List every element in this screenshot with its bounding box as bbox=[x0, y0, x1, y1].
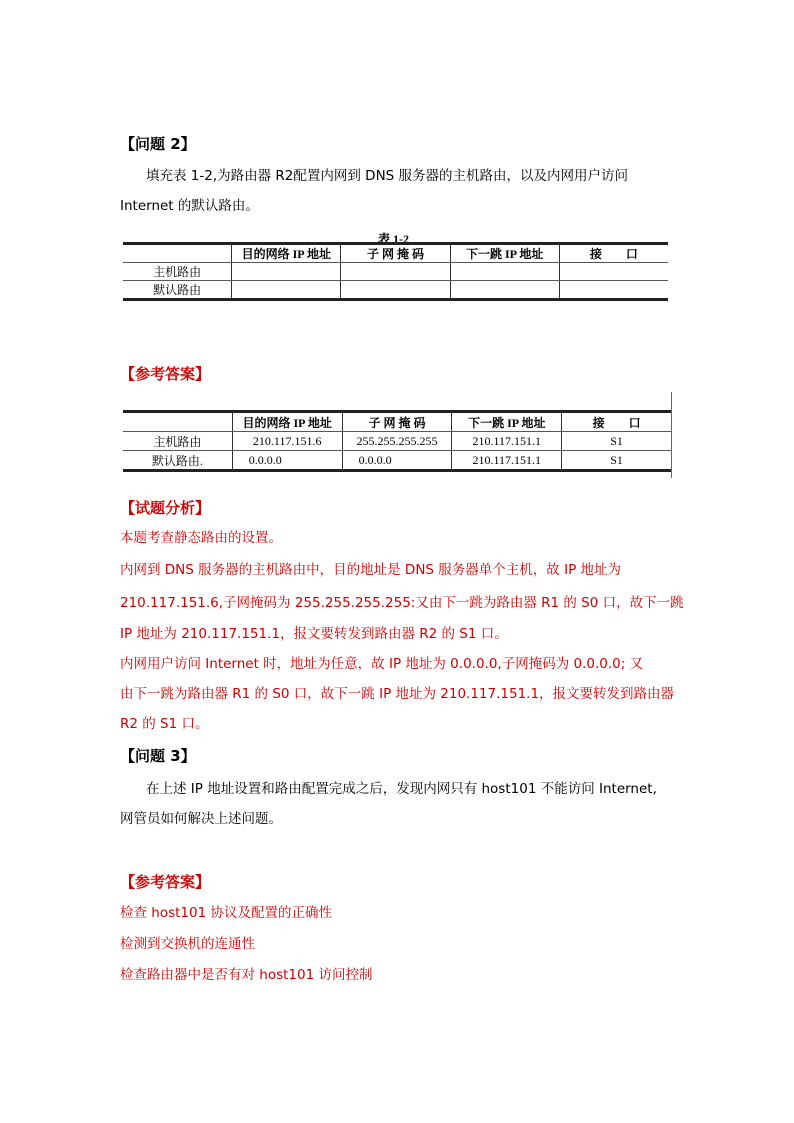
answer-route-table bbox=[123, 410, 671, 472]
table-cell: 210.117.151.1 bbox=[452, 451, 562, 471]
table-cell bbox=[232, 281, 341, 300]
table-header-row bbox=[123, 244, 668, 263]
scan-edge-line bbox=[671, 392, 672, 478]
table-header-cell: 接 口 bbox=[562, 412, 671, 432]
question-2-text-line-1: 填充表 1-2,为路由器 R2配置内网到 DNS 服务器的主机路由，以及内网用户访问 bbox=[146, 168, 629, 184]
row-label: 主机路由 bbox=[123, 432, 232, 451]
table-header-cell bbox=[123, 244, 232, 263]
table-header-cell: 子 网 掩 码 bbox=[341, 244, 450, 263]
table-header-cell bbox=[123, 412, 232, 432]
table-header-cell: 目的网络 IP 地址 bbox=[232, 244, 341, 263]
table-row bbox=[123, 432, 671, 451]
table-cell bbox=[450, 281, 559, 300]
table-cell: 210.117.151.6 bbox=[232, 432, 342, 451]
analysis-line: R2 的 S1 口。 bbox=[120, 716, 209, 732]
table-row bbox=[123, 451, 671, 471]
table-header-cell: 子 网 掩 码 bbox=[342, 412, 452, 432]
table-cell: 210.117.151.1 bbox=[452, 432, 562, 451]
table-header-cell: 下一跳 IP 地址 bbox=[450, 244, 559, 263]
table-cell: 0.0.0.0 bbox=[342, 451, 452, 471]
analysis-line: 本题考查静态路由的设置。 bbox=[120, 530, 282, 546]
analysis-heading: 【试题分析】 bbox=[120, 499, 211, 517]
row-label: 默认路由. bbox=[123, 451, 232, 471]
table-header-cell: 下一跳 IP 地址 bbox=[452, 412, 562, 432]
answer-line: 检查路由器中是否有对 host101 访问控制 bbox=[120, 967, 373, 983]
table-header-cell: 接 口 bbox=[559, 244, 668, 263]
table-cell bbox=[341, 281, 450, 300]
analysis-line: 内网到 DNS 服务器的主机路由中，目的地址是 DNS 服务器单个主机，故 IP 地址为 bbox=[120, 562, 621, 578]
answer-2-heading: 【参考答案】 bbox=[120, 873, 211, 891]
answer-1-heading: 【参考答案】 bbox=[120, 365, 211, 383]
table-row bbox=[123, 281, 668, 300]
question-3-text-line-2: 网管员如何解决上述问题。 bbox=[120, 811, 282, 827]
table-cell: S1 bbox=[562, 451, 671, 471]
table-header-cell: 目的网络 IP 地址 bbox=[232, 412, 342, 432]
question-3-text-line-1: 在上述 IP 地址设置和路由配置完成之后，发现内网只有 host101 不能访问 Internet, bbox=[146, 781, 657, 797]
table-cell bbox=[559, 263, 668, 281]
table-cell bbox=[232, 263, 341, 281]
question-2-text-line-2: Internet 的默认路由。 bbox=[120, 198, 259, 214]
analysis-line: IP 地址为 210.117.151.1，报文要转发到路由器 R2 的 S1 口。 bbox=[120, 626, 508, 642]
table-cell bbox=[450, 263, 559, 281]
table-cell: 0.0.0.0 bbox=[232, 451, 342, 471]
question-3-heading: 【问题 3】 bbox=[120, 747, 196, 765]
question-2-heading: 【问题 2】 bbox=[120, 135, 196, 153]
table-row bbox=[123, 263, 668, 281]
analysis-line: 210.117.151.6,子网掩码为 255.255.255.255:又由下一跳为路由器 R1 的 S0 口，故下一跳 bbox=[120, 595, 684, 611]
table-cell: 255.255.255.255 bbox=[342, 432, 452, 451]
row-label: 默认路由 bbox=[123, 281, 232, 300]
table-cell bbox=[559, 281, 668, 300]
table-cell bbox=[341, 263, 450, 281]
row-label: 主机路由 bbox=[123, 263, 232, 281]
answer-line: 检查 host101 协议及配置的正确性 bbox=[120, 905, 332, 921]
table-header-row bbox=[123, 412, 671, 432]
table-caption: 表 1-2 bbox=[378, 232, 409, 246]
analysis-line: 内网用户访问 Internet 时，地址为任意，故 IP 地址为 0.0.0.0,子网掩码为 0.0.0.0; 又 bbox=[120, 656, 644, 672]
table-cell: S1 bbox=[562, 432, 671, 451]
blank-route-table bbox=[123, 242, 668, 301]
analysis-line: 由下一跳为路由器 R1 的 S0 口，故下一跳 IP 地址为 210.117.151.1，报文要转发到路由器 bbox=[120, 686, 675, 702]
answer-line: 检测到交换机的连通性 bbox=[120, 936, 255, 952]
